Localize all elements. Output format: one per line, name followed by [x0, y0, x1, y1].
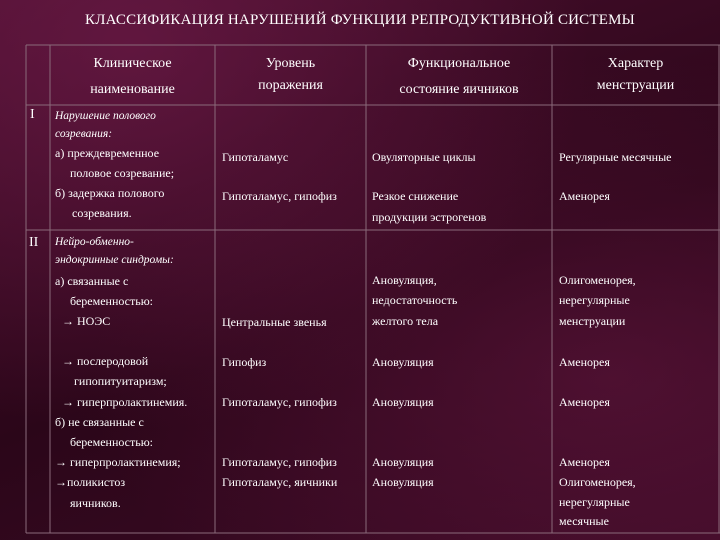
group-1-b-state-line2: продукции эстрогенов [372, 210, 487, 224]
header-col1-line2: наименование [90, 82, 175, 97]
group-1-b-menses: Аменорея [559, 189, 610, 203]
group-2-noes-state-line3: желтого тела [372, 314, 439, 328]
group-2-pco-menses-line1: Олигоменорея, [559, 475, 636, 489]
group-1-name-line1: Нарушение полового [55, 110, 156, 122]
group-2-hyperprolactinemia-2-state: Ановуляция [372, 455, 434, 469]
group-2-pco-level: Гипоталамус, яичники [222, 475, 338, 489]
group-1-a-line1: а) преждевременное [55, 146, 160, 160]
group-1-a-level: Гипоталамус [222, 150, 289, 164]
group-2-noes-menses-line1: Олигоменорея, [559, 273, 636, 287]
group-1-b-state-line1: Резкое снижение [372, 189, 459, 203]
group-1-name-line2: созревания: [55, 128, 113, 140]
header-col4-line1: Характер [607, 56, 664, 71]
header-col4-line2: менструации [596, 78, 675, 93]
group-1-a-menses: Регулярные месячные [559, 150, 672, 164]
group-1-numeral: I [30, 107, 35, 122]
group-2-postpartum-level: Гипофиз [222, 355, 267, 369]
group-1-a-state: Овуляторные циклы [372, 150, 476, 164]
group-2-postpartum-line2: гипопитуитаризм; [74, 374, 167, 388]
group-2-name-line2: эндокринные синдромы: [55, 254, 174, 266]
group-2-postpartum-menses: Аменорея [559, 355, 610, 369]
group-2-noes-menses-line3: менструации [559, 314, 626, 328]
group-2-name-line1: Нейро-обменно- [55, 236, 134, 248]
group-2-a-line2: беременностью: [70, 294, 154, 308]
group-2-pco-menses-line2: нерегулярные [559, 495, 630, 509]
group-2-hyperprolactinemia-2-level: Гипоталамус, гипофиз [222, 455, 337, 469]
group-1-a-line2: половое созревание; [70, 166, 175, 180]
group-2-hyperprolactinemia-2-menses: Аменорея [559, 455, 610, 469]
group-2-hyperprolactinemia-1-state: Ановуляция [372, 395, 434, 409]
group-2-hyperprolactinemia-1-level: Гипоталамус, гипофиз [222, 395, 337, 409]
group-2-hyperprolactinemia-1-menses: Аменорея [559, 395, 610, 409]
group-2-postpartum-state: Ановуляция [372, 355, 434, 369]
group-2-pco-line1: →поликистоз [55, 475, 126, 489]
group-2-hyperprolactinemia-2: → гиперпролактинемия; [55, 455, 181, 469]
group-2-pco-line2: яичников. [70, 496, 121, 510]
group-2-pco-menses-line3: месячные [559, 514, 609, 528]
group-2-noes-level: Центральные звенья [222, 315, 327, 329]
group-2-numeral: II [29, 235, 39, 250]
group-2-noes-state-line2: недостаточность [372, 293, 458, 307]
group-2-noes: → НОЭС [62, 314, 111, 328]
group-1-b-line2: созревания. [72, 206, 132, 220]
group-1-b-line1: б) задержка полового [55, 186, 165, 200]
header-col3-line1: Функциональное [407, 56, 511, 71]
group-2-noes-state-line1: Ановуляция, [372, 273, 437, 287]
group-2-hyperprolactinemia-1: → гиперпролактинемия. [62, 395, 188, 409]
header-col1-line1: Клиническое [93, 56, 172, 71]
group-1-b-level: Гипоталамус, гипофиз [222, 189, 337, 203]
page-title: КЛАССИФИКАЦИЯ НАРУШЕНИЙ ФУНКЦИИ РЕПРОДУКТИВНОЙ СИСТЕМЫ [85, 12, 635, 28]
group-2-b-line2: беременностью: [70, 435, 154, 449]
group-2-a-line1: а) связанные с [55, 274, 129, 288]
group-2-pco-state: Ановуляция [372, 475, 434, 489]
group-2-noes-menses-line2: нерегулярные [559, 293, 630, 307]
header-col2-line2: поражения [258, 78, 323, 93]
header-col3-line2: состояние яичников [399, 82, 519, 97]
group-2-postpartum-line1: → послеродовой [62, 354, 149, 368]
header-col2-line1: Уровень [265, 56, 316, 71]
group-2-b-line1: б) не связанные с [55, 415, 144, 429]
